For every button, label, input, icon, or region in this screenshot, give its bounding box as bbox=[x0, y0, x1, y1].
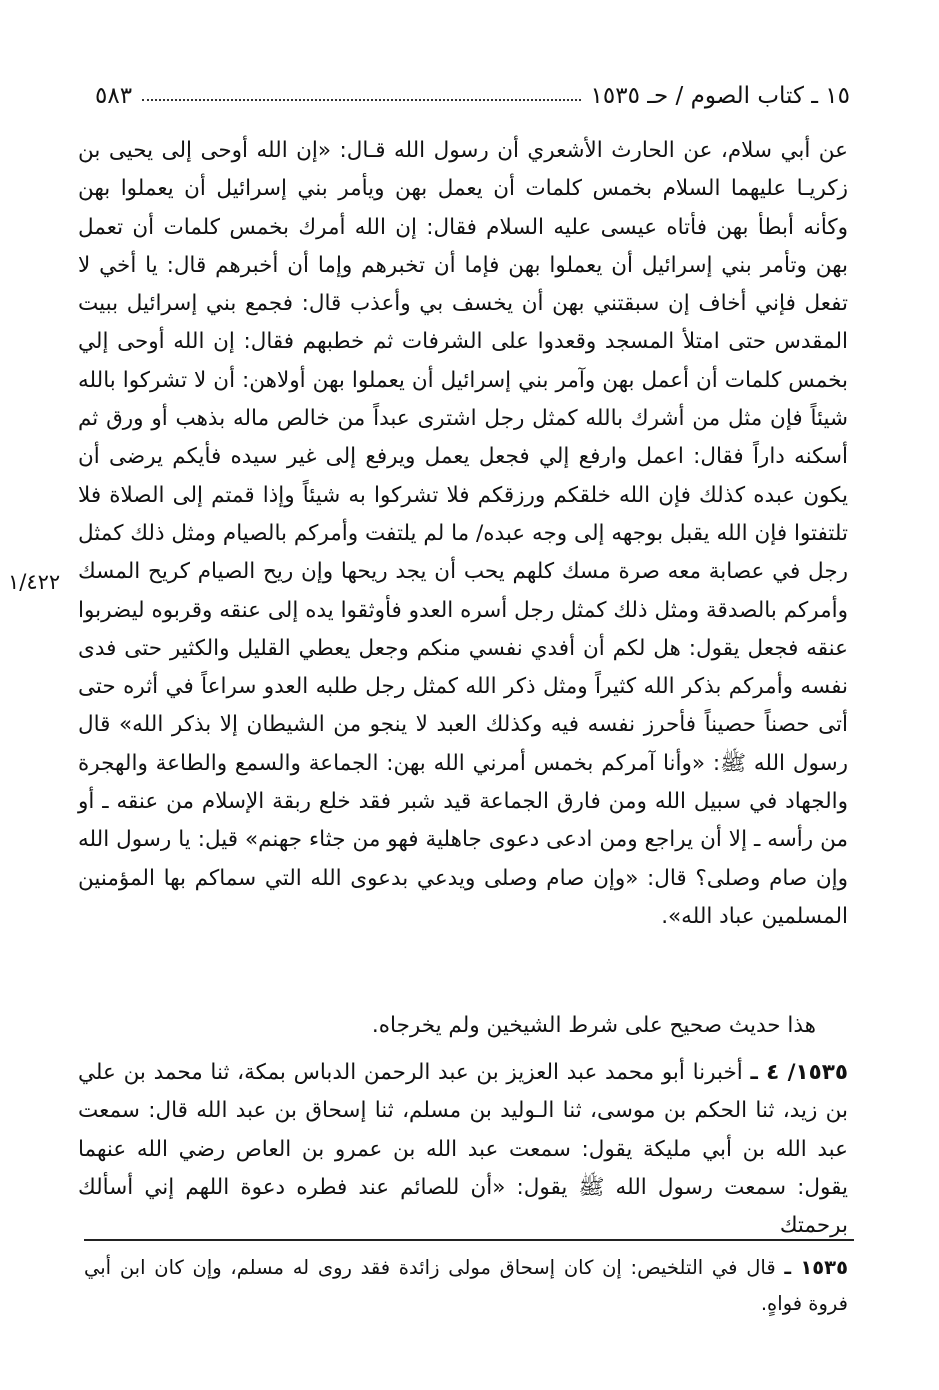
hadith-body bbox=[78, 132, 848, 936]
footnote-divider bbox=[84, 1239, 854, 1241]
hadith-1535-text: أخبرنا أبو محمد عبد العزيز بن عبد الرحمن الدباس بمكة، ثنا محمد بن علي بن زيد، ثنا الحكم بن موسى، ثنا الـوليد بن مسلم، ثنا إسحاق بن عبد الله قال: سمعت عبد الله بن أبي مليكة يقول: سمعت عبد الله بن عمرو بن العاص رضي الله عنهما يقول: سمعت رسول الله ﷺ يقول: «أن للصائم عند فطره دعوة اللهم إني أسألك برحمتك bbox=[78, 1060, 848, 1239]
chapter-heading: ١٥ ـ كتاب الصوم / حـ ١٥٣٥ bbox=[590, 83, 850, 109]
page-number: ٥٨٣ bbox=[95, 83, 133, 109]
hadith-text: عن أبي سلام، عن الحارث الأشعري أن رسول الله قـال: «إن الله أوحى إلى يحيى بن زكريـا عليهما السلام بخمس كلمات أن يعمل بهن ويأمر بني إسرائيل أن يعملوا بهن وكأنه أبطأ بهن فأتاه عيسى عليه السلام فقال: إن الله أمرك بخمس كلمات أن تعمل بهن وتأمر بني إسرائيل أن يعملوا بهن فإما أن تخبرهم وإما أن أخبرهم قال: يا أخي لا تفعل فإني أخاف إن سبقتني بهن أن يخسف بي وأعذب قال: فجمع بني إسرائيل ببيت المقدس حتى امتلأ المسجد وقعدوا على الشرفات ثم خطبهم فقال: إن الله أوحى إلي بخمس كلمات أن أعمل بهن وآمر بني إسرائيل أن يعملوا بهن أولاهن: أن لا تشركوا بالله شيئاً فإن مثل من أشرك بالله كمثل رجل اشترى عبداً من خالص ماله بذهب أو ورق ثم أسكنه داراً فقال: اعمل وارفع إلي فجعل يعمل ويرفع إلى غير سيده فأيكم يرضى أن يكون عبده كذلك فإن الله خلقكم ورزقكم فلا تشركوا به شيئاً وإذا قمتم إلى الصلاة فلا تلتفتوا فإن الله يقبل بوجهه إلى وجه عبده/ ما لم يلتفت وأمركم بالصيام ومثل ذلك كمثل رجل في عصابة معه صرة مسك كلهم يحب أن يجد ريحها وإن ريح الصيام كريح المسك وأمركم بالصدقة ومثل ذلك كمثل رجل أسره العدو فأوثقوا يده إلى عنقه وقربوه ليضربوا عنقه فجعل يقول: هل لكم أن أفدي نفسي منكم وجعل يعطي القليل والكثير حتى فدى نفسه وأمركم بذكر الله كثيراً ومثل ذكر الله كمثل رجل طلبه العدو سراعاً في أثره حتى أتى حصناً حصيناً فأحرز نفسه فيه وكذلك العبد لا ينجو من الشيطان إلا بذكر الله» قال رسول الله ﷺ: «وأنا آمركم بخمس أمرني الله بهن: الجماعة والسمع والطاعة والهجرة والجهاد في سبيل الله ومن فارق الجماعة قيد شبر فقد خلع ربقة الإسلام من عنقه ـ أو من رأسه ـ إلا أن يراجع ومن ادعى دعوى جاهلية فهو من جثاء جهنم» قيل: يا رسول الله وإن صام وصلى؟ قال: «وإن صام وصلى ويدعي بدعوى الله التي سماكم بها المؤمنين المسلمين عباد الله». bbox=[78, 138, 848, 929]
footnote-text: قال في التلخيص: إن كان إسحاق مولى زائدة فقد روى له مسلم، وإن كان ابن أبي فروة فواهٍ. bbox=[84, 1256, 848, 1315]
margin-reference: ١/٤٢٢ bbox=[8, 570, 61, 594]
footnote-number: ١٥٣٥ ـ bbox=[784, 1256, 848, 1279]
hadith-1535 bbox=[78, 1054, 848, 1245]
authentication-verdict: هذا حديث صحيح على شرط الشيخين ولم يخرجاه. bbox=[371, 1013, 816, 1038]
hadith-number: ١٥٣٥/ ٤ ـ bbox=[750, 1060, 848, 1085]
dotted-leader bbox=[142, 99, 580, 101]
running-header bbox=[95, 78, 850, 114]
footnote bbox=[84, 1250, 848, 1322]
